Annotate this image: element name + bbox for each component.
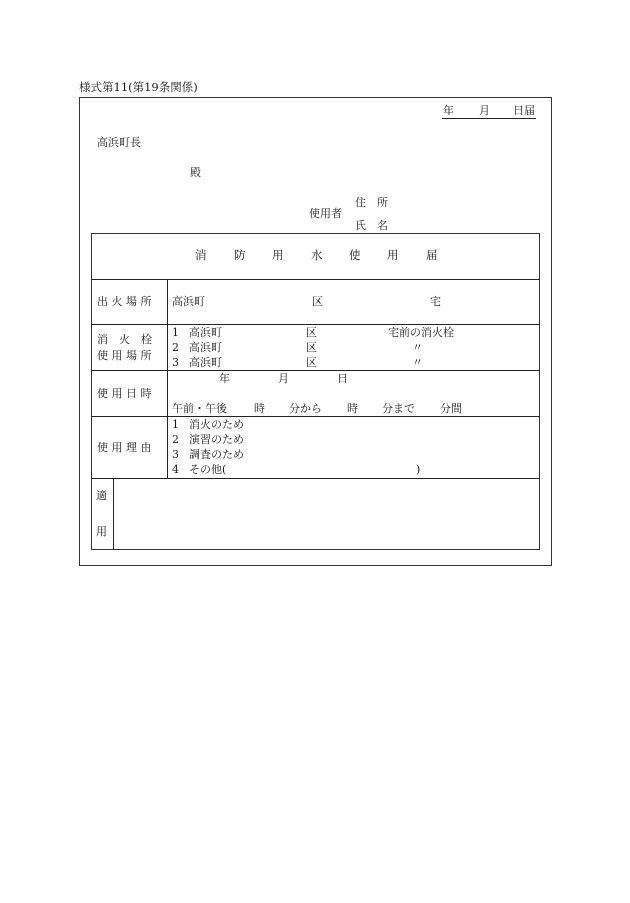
hydrant-row-1-tail: 宅前の消火栓 [388, 326, 454, 339]
hydrant-row-2-ditto: 〃 [412, 341, 423, 354]
title-char-7: 届 [426, 248, 438, 262]
date-day-label: 日届 [513, 104, 535, 117]
fire-location-label: 出 火 場 所 [97, 295, 152, 308]
remarks-field[interactable] [114, 479, 539, 549]
reason-3-num: 3 [172, 448, 179, 461]
hydrant-row-3-town: 高浜町 [189, 356, 222, 369]
rule-after-hydrant [91, 370, 540, 371]
fire-location-town: 高浜町 [172, 295, 205, 308]
rule-after-title [91, 279, 540, 280]
label-column-divider [167, 279, 168, 479]
reason-1-text: 消火のため [189, 418, 244, 431]
use-reason-label: 使 用 理 由 [97, 441, 152, 454]
date-month-label: 月 [479, 104, 490, 117]
date-underline [442, 118, 536, 119]
hydrant-row-2-num: 2 [172, 341, 179, 354]
hydrant-label-line2: 使 用 場 所 [97, 349, 152, 362]
use-datetime-label: 使 用 日 時 [97, 387, 152, 400]
reason-4-close-paren: ) [416, 463, 421, 476]
hydrant-row-3-num: 3 [172, 356, 179, 369]
rule-after-fire-location [91, 324, 540, 325]
title-char-6: 用 [387, 248, 399, 262]
name-label: 氏 名 [355, 219, 388, 232]
reason-4-text: その他( [189, 463, 227, 476]
remarks-label-1: 適 [96, 489, 107, 502]
title-char-3: 用 [272, 248, 284, 262]
title-char-4: 水 [311, 248, 323, 262]
hydrant-row-1-ward: 区 [306, 326, 317, 339]
address-label: 住 所 [355, 196, 388, 209]
datetime-hour-end: 時 [347, 402, 358, 415]
datetime-day: 日 [337, 372, 348, 385]
form-number: 様式第11(第19条関係) [79, 80, 198, 94]
datetime-year: 年 [219, 372, 230, 385]
reason-4-num: 4 [172, 463, 179, 476]
hydrant-label-line1: 消 火 栓 [97, 333, 152, 346]
date-year-label: 年 [443, 104, 454, 117]
reason-1-num: 1 [172, 418, 179, 431]
reason-2-text: 演習のため [189, 433, 244, 446]
fire-location-house: 宅 [430, 295, 441, 308]
rule-after-datetime [91, 416, 540, 417]
honorific: 殿 [190, 166, 201, 179]
hydrant-row-3-ditto: 〃 [412, 356, 423, 369]
hydrant-row-2-ward: 区 [306, 341, 317, 354]
addressee: 高浜町長 [97, 136, 141, 149]
datetime-from: 分から [289, 402, 322, 415]
hydrant-row-1-num: 1 [172, 326, 179, 339]
remarks-label-2: 用 [96, 525, 107, 538]
datetime-ampm: 午前・午後 [172, 402, 227, 415]
reason-2-num: 2 [172, 433, 179, 446]
datetime-to: 分まで [382, 402, 415, 415]
fire-location-ward: 区 [312, 295, 323, 308]
datetime-duration: 分間 [440, 402, 462, 415]
hydrant-row-2-town: 高浜町 [189, 341, 222, 354]
title-char-1: 消 [195, 248, 207, 262]
datetime-month: 月 [278, 372, 289, 385]
datetime-hour-start: 時 [254, 402, 265, 415]
hydrant-row-3-ward: 区 [306, 356, 317, 369]
hydrant-row-1-town: 高浜町 [189, 326, 222, 339]
reason-3-text: 調査のため [189, 448, 244, 461]
title-char-5: 使 [349, 248, 361, 262]
title-char-2: 防 [234, 248, 246, 262]
user-label: 使用者 [309, 207, 342, 220]
